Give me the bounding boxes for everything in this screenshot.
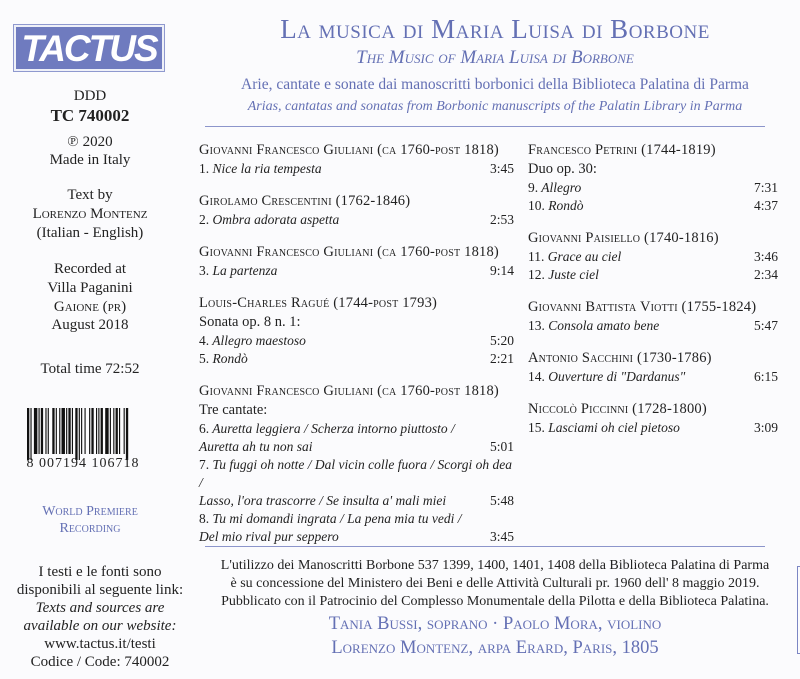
barcode-bar	[27, 408, 29, 460]
composer-name: Girolamo Crescentini (1762-1846)	[199, 193, 411, 209]
track-row[interactable]	[199, 160, 514, 178]
track-row[interactable]	[199, 211, 514, 229]
track-duration: 3:46	[753, 249, 778, 264]
barcode-bar	[56, 408, 57, 454]
composer-name: Giovanni Paisiello (1740-1816)	[528, 230, 719, 246]
tactus-logo	[13, 24, 165, 72]
barcode-bar	[68, 408, 70, 454]
barcode-bar	[116, 408, 118, 454]
work-title: Tre cantate:	[199, 402, 268, 418]
composer-group	[528, 229, 778, 284]
track-row-continued	[199, 492, 514, 510]
composer-name: Giovanni Francesco Giuliani (ca 1760-post 1818)	[199, 142, 499, 158]
track-title-text: Consola amato bene	[548, 318, 660, 333]
track-title	[199, 456, 514, 492]
track-title-text: Lasciami oh ciel pietoso	[548, 420, 680, 435]
barcode-bar	[34, 408, 37, 454]
work-title: Sonata op. 8 n. 1:	[199, 314, 301, 330]
track-row[interactable]	[199, 262, 514, 280]
divider-top	[205, 126, 765, 127]
track-title	[199, 160, 322, 178]
track-title-line1: Tu mi domandi ingrata / La pena mia tu vedi /	[212, 511, 462, 526]
composer-group	[528, 141, 778, 215]
track-duration: 2:21	[489, 351, 514, 366]
track-title-text: Allegro maestoso	[212, 333, 306, 348]
track-number: 3.	[199, 263, 210, 278]
text-author: Lorenzo Montenz	[32, 206, 148, 222]
track-duration: 5:20	[489, 333, 514, 348]
languages: (Italian - English)	[36, 225, 144, 241]
track-row[interactable]	[528, 179, 778, 197]
composer-group	[528, 400, 778, 437]
track-row[interactable]	[528, 419, 778, 437]
track-number: 10.	[528, 198, 545, 213]
track-duration: 5:47	[753, 318, 778, 333]
composer-group	[199, 192, 514, 229]
world-premiere-line1: World Premiere	[42, 504, 138, 519]
barcode-bar	[81, 408, 82, 454]
track-row[interactable]	[199, 332, 514, 350]
track-row[interactable]	[199, 350, 514, 368]
texts-notice-en-1: Texts and sources are	[35, 600, 165, 616]
text-by-label: Text by	[67, 187, 113, 203]
barcode-bar	[66, 408, 67, 454]
track-title	[199, 510, 462, 528]
note-line: è su concessione del Ministero dei Beni e delle Attività Culturali pr. 1960 dell' 8 maggio 2019.	[230, 576, 760, 591]
barcode-bar	[126, 408, 128, 460]
recorded-venue: Villa Paganini	[47, 280, 133, 296]
track-title	[199, 211, 339, 229]
track-number: 11.	[528, 249, 545, 264]
made-in: Made in Italy	[49, 152, 131, 168]
composer-name: Francesco Petrini (1744-1819)	[528, 142, 716, 158]
track-number: 14.	[528, 369, 545, 384]
performers-line2: Lorenzo Montenz, arpa Erard, Paris, 1805	[331, 638, 659, 658]
barcode-digits: 8 007194 106718	[26, 456, 140, 471]
track-duration: 5:01	[489, 439, 514, 454]
track-number: 9.	[528, 180, 539, 195]
track-title-text: Nice la ria tempesta	[212, 161, 322, 176]
barcode-bar	[91, 408, 93, 454]
track-number: 8.	[199, 511, 210, 526]
track-number: 5.	[199, 351, 210, 366]
note-line: L'utilizzo dei Manoscritti Borbone 537 1399, 1400, 1401, 1408 della Biblioteca Palatina di Parma	[220, 558, 770, 573]
track-title	[528, 419, 680, 437]
track-duration: 7:31	[753, 180, 778, 195]
track-duration: 3:45	[489, 161, 514, 176]
logo-text: TACTUS	[21, 28, 157, 69]
barcode-bar	[85, 408, 86, 454]
barcode-bar	[39, 408, 40, 454]
track-title-line1: Tu fuggi oh notte / Dal vicin colle fuora / Scorgi oh dea /	[199, 457, 512, 490]
title-italian: La musica di Maria Luisa di Borbone	[280, 14, 710, 44]
track-duration: 5:48	[489, 493, 514, 508]
track-number: 12.	[528, 267, 545, 282]
track-number: 6.	[199, 421, 210, 436]
performers	[195, 612, 795, 660]
composer-name: Giovanni Francesco Giuliani (ca 1760-post 1818)	[199, 244, 499, 260]
divider-bottom	[205, 546, 765, 547]
track-title-text: Grace au ciel	[547, 249, 622, 264]
barcode-bar	[96, 408, 97, 454]
barcode-bar	[48, 408, 49, 454]
barcode-bar	[98, 408, 99, 454]
track-row[interactable]	[528, 266, 778, 284]
track-title	[528, 317, 659, 335]
track-title-line2: Lasso, l'ora trascorre / Se insulta a' mali miei	[199, 493, 447, 508]
track-row[interactable]	[199, 456, 514, 492]
composer-name: Giovanni Francesco Giuliani (ca 1760-post 1818)	[199, 383, 499, 399]
track-duration: 2:34	[753, 267, 778, 282]
track-title-line2: Del mio rival pur seppero	[199, 529, 339, 544]
track-title-text: Rondò	[212, 351, 248, 366]
track-title-text: Rondò	[548, 198, 584, 213]
track-duration: 3:09	[753, 420, 778, 435]
barcode-bar	[30, 408, 31, 460]
performers-line1: Tania Bussi, soprano · Paolo Mora, violino	[328, 614, 662, 634]
code-line: Codice / Code: 740002	[30, 654, 170, 670]
barcode-bar	[124, 408, 125, 454]
total-time: Total time 72:52	[40, 361, 140, 377]
texts-notice-it-2: disponibili al seguente link:	[16, 582, 184, 598]
barcode-icon	[27, 408, 157, 460]
barcode-bar	[41, 408, 43, 454]
track-row-continued	[199, 528, 514, 546]
barcode-bar	[89, 408, 90, 454]
composer-group	[199, 294, 514, 368]
recording-format: DDD	[73, 88, 107, 104]
composer-name: Niccolò Piccinni (1728-1800)	[528, 401, 707, 417]
recorded-label: Recorded at	[53, 261, 127, 277]
track-number: 2.	[199, 212, 210, 227]
catalog-number: TC 740002	[50, 106, 130, 125]
composer-name: Giovanni Battista Viotti (1755-1824)	[528, 299, 757, 315]
title-english: The Music of Maria Luisa di Borbone	[356, 47, 634, 68]
tracklist-column-2	[528, 141, 778, 451]
track-row[interactable]	[528, 248, 778, 266]
barcode-bar	[79, 408, 80, 460]
track-duration: 6:15	[753, 369, 778, 384]
composer-name: Antonio Sacchini (1730-1786)	[528, 350, 712, 366]
barcode-bar	[119, 408, 120, 454]
track-title-line2: Auretta ah tu non sai	[199, 439, 313, 454]
track-number: 7.	[199, 457, 210, 472]
track-title-line1: Auretta leggiera / Scherza intorno piuttosto /	[212, 421, 455, 436]
recorded-date: August 2018	[51, 317, 129, 333]
track-title-text: La partenza	[212, 263, 278, 278]
barcode-bar	[52, 408, 54, 454]
track-title	[199, 332, 306, 350]
track-number: 13.	[528, 318, 545, 333]
track-title	[199, 350, 248, 368]
website-link[interactable]: www.tactus.it/testi	[44, 636, 156, 652]
barcode-bar	[59, 408, 60, 454]
subtitle-english: Arias, cantatas and sonatas from Borbonic manuscripts of the Palatin Library in Parma	[247, 99, 743, 114]
track-title	[528, 266, 599, 284]
track-title	[528, 368, 685, 386]
track-title	[199, 420, 455, 438]
barcode-bar	[105, 408, 108, 454]
texts-notice-en-2: available on our website:	[23, 618, 177, 634]
barcode-bar	[110, 408, 111, 454]
track-title-text: Ombra adorata aspetta	[212, 212, 340, 227]
track-title	[528, 197, 584, 215]
subtitle-italian: Arie, cantate e sonate dai manoscritti borbonici della Biblioteca Palatina di Parma	[241, 76, 749, 93]
track-title	[199, 262, 277, 280]
phonogram-year: ℗ 2020	[67, 134, 113, 150]
track-title-text: Juste ciel	[548, 267, 599, 282]
composer-group	[199, 141, 514, 178]
track-row-continued	[199, 438, 514, 456]
barcode-bar	[75, 408, 77, 460]
manuscript-notes	[195, 557, 795, 611]
track-number: 1.	[199, 161, 210, 176]
track-row[interactable]	[199, 420, 514, 438]
track-number: 4.	[199, 333, 210, 348]
barcode-bar	[101, 408, 103, 454]
track-title	[528, 248, 621, 266]
composer-name: Louis-Charles Ragué (1744-post 1793)	[199, 295, 438, 311]
track-duration: 9:14	[489, 263, 514, 278]
composer-group	[528, 298, 778, 335]
barcode-bar	[72, 408, 73, 454]
note-line: Pubblicato con il Patrocinio del Complesso Monumentale della Pilotta e della Biblioteca Palatina.	[221, 594, 769, 609]
track-duration: 3:45	[489, 529, 514, 544]
recorded-place: Gaione (pr)	[53, 299, 127, 315]
barcode-bar	[62, 408, 65, 454]
barcode-bar	[45, 408, 46, 454]
track-title-text: Allegro	[541, 180, 582, 195]
track-row[interactable]	[528, 197, 778, 215]
track-row[interactable]	[528, 317, 778, 335]
track-duration: 2:53	[489, 212, 514, 227]
track-row[interactable]	[528, 368, 778, 386]
track-title	[528, 179, 581, 197]
work-title: Duo op. 30:	[528, 161, 597, 177]
track-title-text: Ouverture di "Dardanus"	[548, 369, 686, 384]
world-premiere-line2: Recording	[59, 521, 121, 536]
track-number: 15.	[528, 420, 545, 435]
track-row[interactable]	[199, 510, 514, 528]
barcode-bar	[113, 408, 114, 454]
tracklist-column-1	[199, 141, 514, 560]
track-duration: 4:37	[753, 198, 778, 213]
composer-group	[199, 243, 514, 280]
composer-group	[199, 382, 514, 546]
composer-group	[528, 349, 778, 386]
texts-notice-it-1: I testi e le fonti sono	[38, 564, 162, 580]
